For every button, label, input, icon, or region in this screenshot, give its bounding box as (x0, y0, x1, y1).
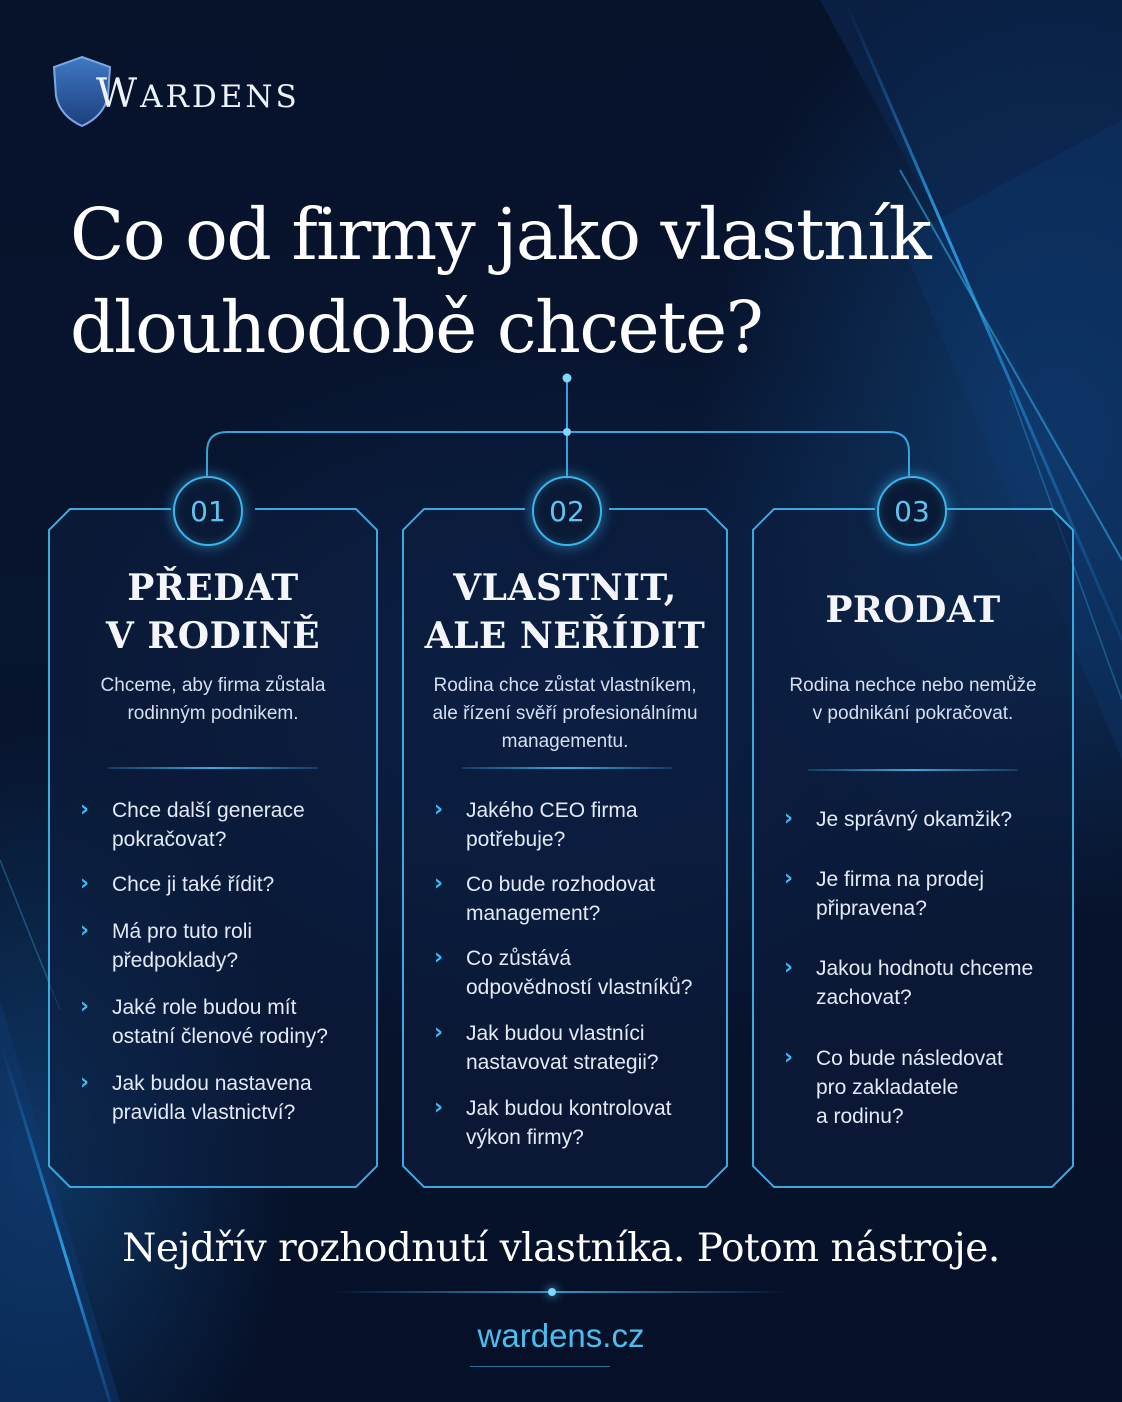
chevron-right-icon: › (80, 871, 90, 896)
description-line: managementu. (501, 731, 629, 752)
question-line: ostatní členové rodiny? (112, 1025, 328, 1048)
question-line: zachovat? (816, 986, 912, 1009)
question-line: nastavovat strategii? (466, 1051, 659, 1074)
chevron-right-icon: › (80, 994, 90, 1019)
question-line: Jakého CEO firma (466, 799, 638, 822)
chevron-right-icon: › (80, 918, 90, 943)
question-line: Je firma na prodej (816, 868, 985, 891)
option-title-line: PRODAT (825, 589, 1001, 631)
description-line: v podnikání pokračovat. (812, 703, 1014, 724)
card-divider (462, 767, 672, 769)
question-line: pokračovat? (112, 828, 227, 851)
option-number-badge: 02 (532, 476, 602, 546)
question-line: Jak budou vlastníci (466, 1022, 645, 1045)
question-item (48, 917, 378, 975)
question-line: Co bude rozhodovat (466, 873, 656, 896)
footer-divider-dot (548, 1288, 556, 1296)
question-line: pro zakladatele (816, 1076, 959, 1099)
question-line: Co bude následovat (816, 1047, 1003, 1070)
chevron-right-icon: › (434, 797, 444, 822)
question-item (752, 865, 1074, 923)
question-item (402, 870, 728, 928)
website-link[interactable]: wardens.cz (477, 1317, 645, 1354)
question-item (48, 1069, 378, 1127)
chevron-right-icon: › (434, 1020, 444, 1045)
question-item (48, 993, 378, 1051)
question-line: management? (466, 902, 601, 925)
brand-initial: W (96, 71, 141, 117)
description-line: ale řízení svěří profesionálnímu (432, 703, 698, 724)
question-line: Jak budou nastavena (112, 1072, 312, 1095)
option-description (422, 672, 708, 756)
question-line: odpovědností vlastníků? (466, 976, 693, 999)
description-line: Rodina chce zůstat vlastníkem, (433, 675, 697, 696)
question-line: potřebuje? (466, 828, 566, 851)
question-line: Je správný okamžik? (816, 808, 1013, 831)
question-item (48, 870, 378, 899)
brand-name (96, 71, 300, 117)
question-line: Jakou hodnotu chceme (816, 957, 1034, 980)
question-line: Jaké role budou mít (112, 996, 297, 1019)
question-line: Jak budou kontrolovat (466, 1097, 672, 1120)
chevron-right-icon: › (784, 806, 794, 831)
option-title-line: PŘEDAT (127, 567, 299, 609)
option-title (48, 564, 378, 660)
option-number-badge: 01 (173, 476, 243, 546)
question-item (402, 944, 728, 1002)
question-line: předpoklady? (112, 949, 239, 972)
option-title (402, 564, 728, 660)
brand-logo (50, 54, 300, 128)
option-title-line: ALE NEŘÍDIT (424, 615, 706, 657)
description-line: Rodina nechce nebo nemůže (789, 675, 1037, 696)
headline-line-1: Co od firmy jako vlastník (70, 193, 931, 276)
question-line: Chce ji také řídit? (112, 873, 275, 896)
footer-divider (330, 1291, 790, 1293)
question-line: Má pro tuto roli (112, 920, 253, 943)
option-title-line: V RODINĚ (105, 615, 321, 657)
option-title-line: VLASTNIT, (453, 567, 677, 609)
option-number-badge: 03 (877, 476, 947, 546)
chevron-right-icon: › (784, 955, 794, 980)
description-line: rodinným podnikem. (127, 703, 299, 724)
question-line: Co zůstává (466, 947, 572, 970)
option-card-2 (402, 494, 728, 1188)
option-description (68, 672, 358, 728)
brand-name-rest: ARDENS (140, 79, 300, 115)
option-description (772, 672, 1054, 728)
question-line: připravena? (816, 897, 927, 920)
question-line: pravidla vlastnictví? (112, 1101, 296, 1124)
chevron-right-icon: › (784, 1045, 794, 1070)
chevron-right-icon: › (80, 1070, 90, 1095)
question-line: Chce další generace (112, 799, 305, 822)
website-underline (470, 1366, 610, 1367)
option-title (752, 586, 1074, 634)
question-item (402, 796, 728, 854)
chevron-right-icon: › (434, 871, 444, 896)
option-card-3 (752, 494, 1074, 1188)
description-line: Chceme, aby firma zůstala (100, 675, 326, 696)
option-card-1 (48, 494, 378, 1188)
chevron-right-icon: › (784, 866, 794, 891)
question-line: a rodinu? (816, 1105, 904, 1128)
question-item (752, 1044, 1074, 1131)
question-item (402, 1094, 728, 1152)
question-item (48, 796, 378, 854)
card-divider (108, 767, 318, 769)
headline (70, 188, 1070, 374)
chevron-right-icon: › (434, 1095, 444, 1120)
footer-tagline: Nejdřív rozhodnutí vlastníka. Potom nástroje. (122, 1226, 1000, 1271)
chevron-right-icon: › (80, 797, 90, 822)
question-item (752, 805, 1074, 834)
question-line: výkon firmy? (466, 1126, 584, 1149)
question-item (402, 1019, 728, 1077)
card-divider (808, 769, 1018, 771)
headline-line-2: dlouhodobě chcete? (70, 286, 763, 369)
chevron-right-icon: › (434, 945, 444, 970)
question-item (752, 954, 1074, 1012)
